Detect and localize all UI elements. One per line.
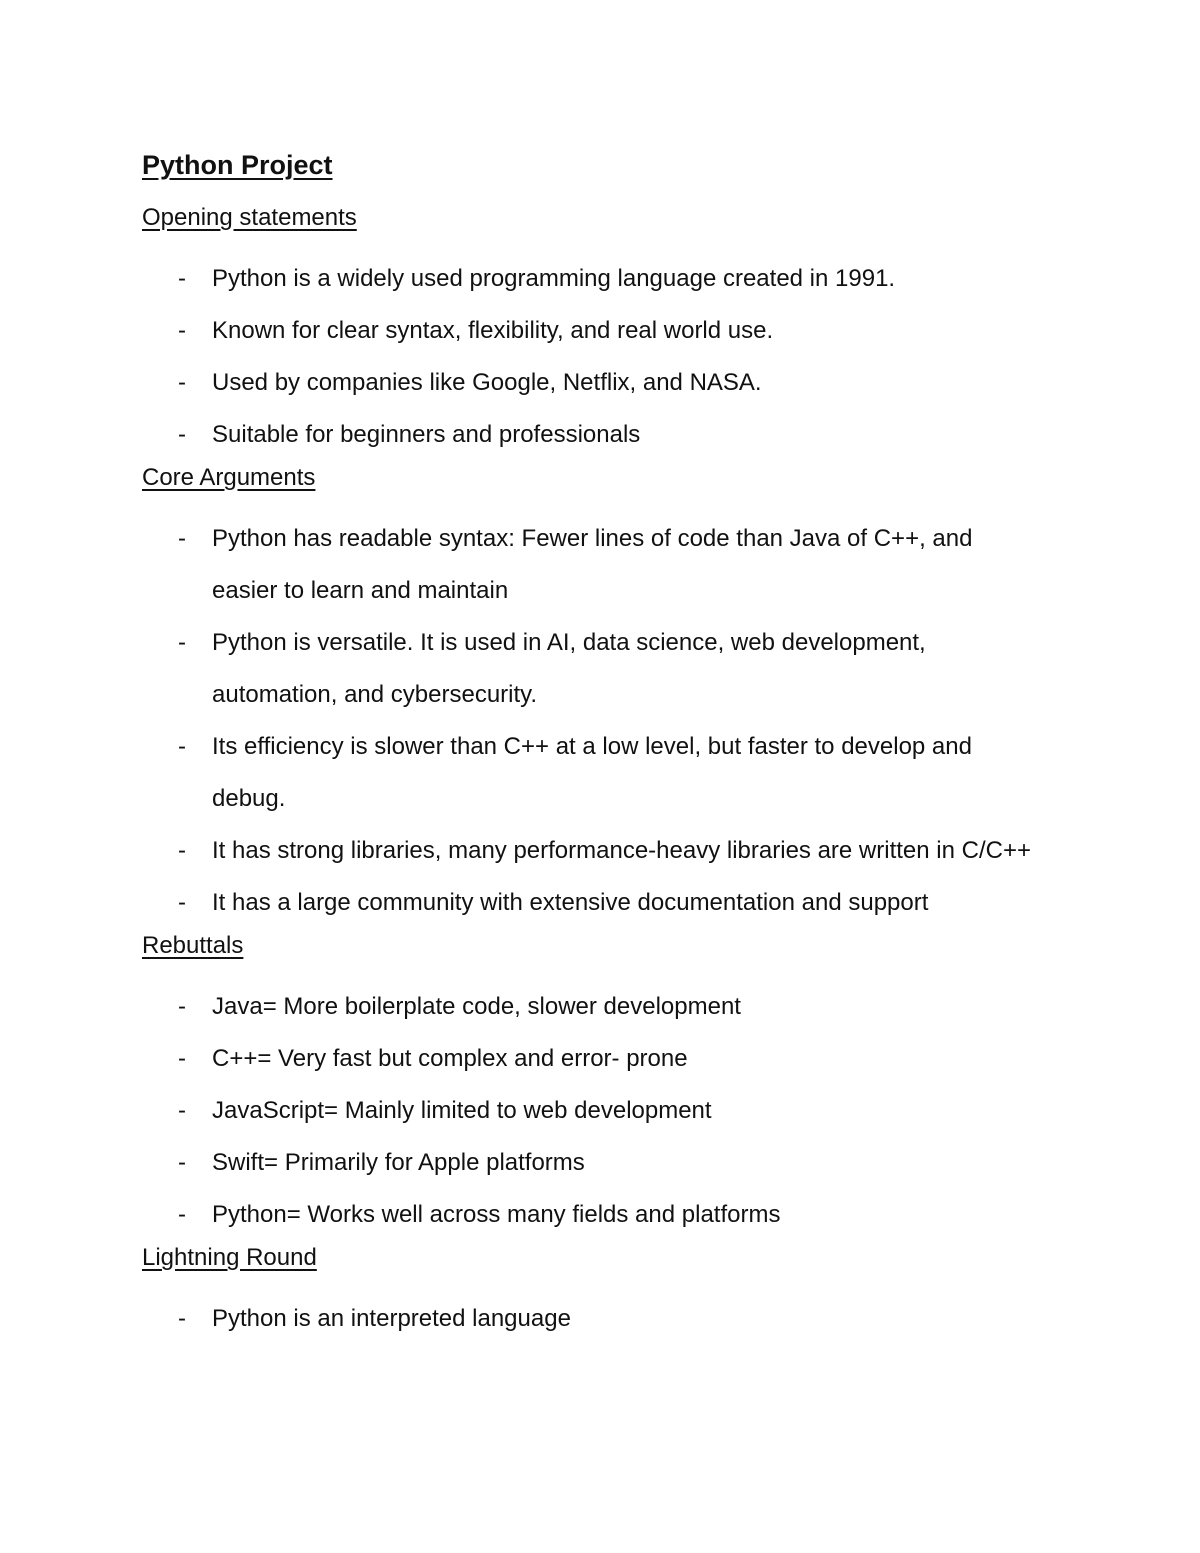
- section-opening-statements: [142, 201, 1042, 461]
- list-item: [142, 825, 1042, 877]
- dash-bullet: -: [178, 1201, 186, 1228]
- list-item-text: Python= Works well across many fields and platforms: [212, 1201, 781, 1228]
- list-item: [142, 1137, 1042, 1189]
- list-item-text: Python is a widely used programming language created in 1991.: [212, 265, 896, 292]
- dash-bullet: -: [178, 837, 186, 864]
- list-item: [142, 1085, 1042, 1137]
- list-item-text: Python is an interpreted language: [212, 1305, 571, 1332]
- list-item-text: Swift= Primarily for Apple platforms: [212, 1149, 585, 1176]
- dash-bullet: -: [178, 265, 186, 292]
- list-item: [142, 721, 1042, 825]
- list-item: [142, 409, 1042, 461]
- dash-bullet: -: [178, 993, 186, 1020]
- bullet-list: [142, 513, 1042, 929]
- dash-bullet: -: [178, 317, 186, 344]
- list-item-text: Python has readable syntax: Fewer lines of code than Java of C++, and easier to learn and maintain: [212, 525, 973, 604]
- section-heading: Opening statements: [142, 204, 357, 231]
- list-item-text: Its efficiency is slower than C++ at a low level, but faster to develop and debug.: [212, 733, 972, 812]
- list-item: [142, 1033, 1042, 1085]
- list-item: [142, 617, 1042, 721]
- list-item-text: It has strong libraries, many performance-heavy libraries are written in C/C++: [212, 837, 1031, 864]
- dash-bullet: -: [178, 629, 186, 656]
- dash-bullet: -: [178, 369, 186, 396]
- section-lightning-round: [142, 1241, 1042, 1345]
- list-item: [142, 877, 1042, 929]
- list-item: [142, 1189, 1042, 1241]
- list-item: [142, 981, 1042, 1033]
- dash-bullet: -: [178, 733, 186, 760]
- list-item: [142, 513, 1042, 617]
- list-item: [142, 305, 1042, 357]
- dash-bullet: -: [178, 525, 186, 552]
- list-item-text: JavaScript= Mainly limited to web development: [212, 1097, 712, 1124]
- dash-bullet: -: [178, 1045, 186, 1072]
- list-item-text: Java= More boilerplate code, slower development: [212, 993, 741, 1020]
- dash-bullet: -: [178, 421, 186, 448]
- list-item: [142, 357, 1042, 409]
- bullet-list: [142, 253, 1042, 461]
- dash-bullet: -: [178, 1149, 186, 1176]
- list-item: [142, 253, 1042, 305]
- list-item-text: It has a large community with extensive documentation and support: [212, 889, 929, 916]
- list-item-text: Known for clear syntax, flexibility, and real world use.: [212, 317, 774, 344]
- dash-bullet: -: [178, 889, 186, 916]
- bullet-list: [142, 1293, 1042, 1345]
- section-heading: Core Arguments: [142, 464, 316, 491]
- dash-bullet: -: [178, 1305, 186, 1332]
- list-item-text: Used by companies like Google, Netflix, and NASA.: [212, 369, 762, 396]
- document-body: [142, 146, 1042, 1345]
- section-heading: Lightning Round: [142, 1244, 317, 1271]
- list-item: [142, 1293, 1042, 1345]
- bullet-list: [142, 981, 1042, 1241]
- section-rebuttals: [142, 929, 1042, 1241]
- document-title: Python Project: [142, 150, 333, 180]
- list-item-text: Suitable for beginners and professionals: [212, 421, 641, 448]
- list-item-text: C++= Very fast but complex and error- prone: [212, 1045, 688, 1072]
- section-core-arguments: [142, 461, 1042, 929]
- section-heading: Rebuttals: [142, 932, 244, 959]
- dash-bullet: -: [178, 1097, 186, 1124]
- list-item-text: Python is versatile. It is used in AI, data science, web development, automation, and cybersecurity.: [212, 629, 926, 708]
